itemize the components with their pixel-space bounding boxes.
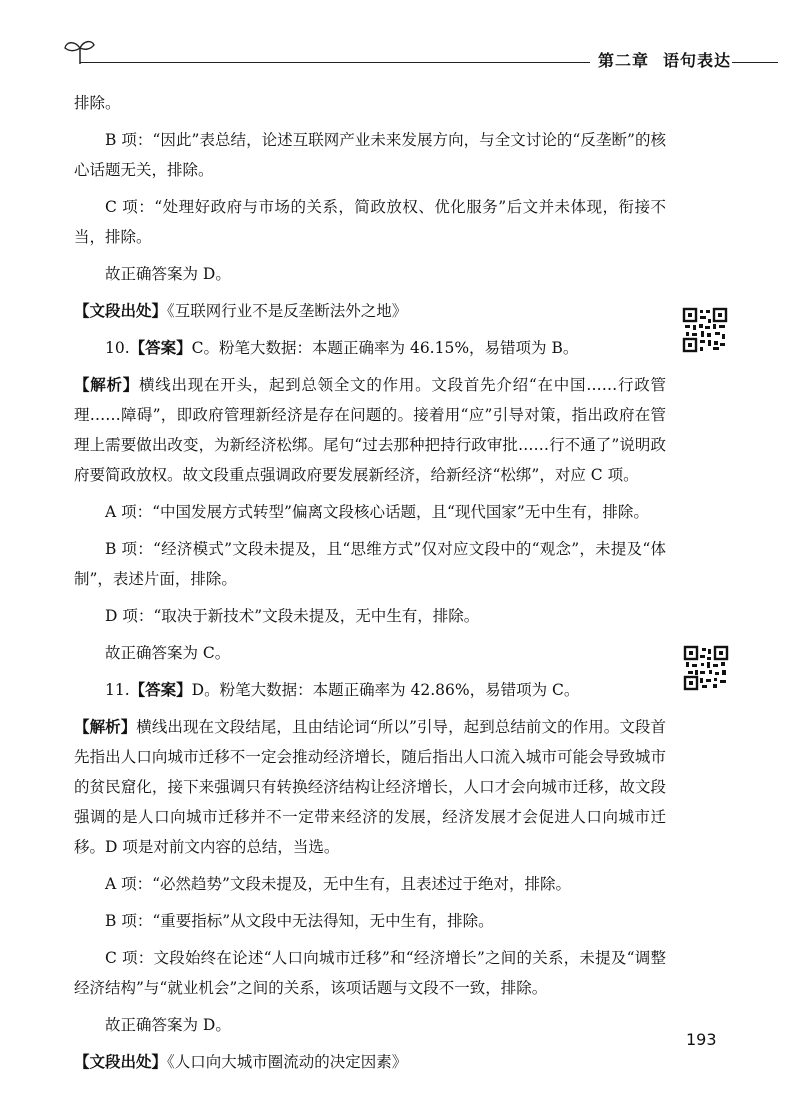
source-label: 【文段出处】	[74, 302, 168, 320]
paragraph: B 项：“经济模式”文段未提及，且“思维方式”仅对应文段中的“观念”，未提及“体制”，表述片面，排除。	[74, 540, 666, 588]
answer-line-10: 10.【答案】C。粉笔大数据：本题正确率为 46.15%，易错项为 B。	[105, 339, 579, 357]
answer-line-11: 11.【答案】D。粉笔大数据：本题正确率为 42.86%，易错项为 C。	[105, 681, 580, 699]
qr-code-icon[interactable]	[682, 307, 728, 353]
header-rule-left	[80, 62, 590, 63]
answer-label: 【答案】	[129, 339, 192, 357]
paragraph: A 项：“中国发展方式转型”偏离文段核心话题，且“现代国家”无中生有，排除。	[105, 503, 649, 521]
analysis-paragraph: 【解析】横线出现在开头，起到总领全文的作用。文段首先介绍“在中国……行政管理……障碍”，即政府管理新经济是存在问题的。接着用“应”引导对策，指出政府在管理上需要做出改变，为新经济松绑。尾句“过去那种把持行政审批……行不通了”说明政府要简政放权。故文段重点强调政府要发展新经济，给新经济“松绑”，对应 C 项。	[74, 376, 666, 484]
paragraph: 故正确答案为 D。	[105, 1016, 231, 1034]
paragraph: D 项：“取决于新技术”文段未提及，无中生有，排除。	[105, 607, 480, 625]
qr-code-icon[interactable]	[683, 645, 729, 691]
paragraph: 故正确答案为 D。	[105, 265, 231, 283]
chapter-heading	[598, 48, 745, 71]
analysis-paragraph: 【解析】横线出现在文段结尾，且由结论词“所以”引导，起到总结前文的作用。文段首先指出人口向城市迁移不一定会推动经济增长，随后指出人口流入城市可能会导致城市的贫民窟化，接下来强调只有转换经济结构让经济增长，人口才会向城市迁移，故文段强调的是人口向城市迁移并不一定带来经济的发展，经济发展才会促进人口向城市迁移。D 项是对前文内容的总结，当选。	[74, 718, 666, 856]
paragraph: A 项：“必然趋势”文段未提及，无中生有，且表述过于绝对，排除。	[105, 875, 571, 893]
paragraph: C 项：文段始终在论述“人口向城市迁移”和“经济增长”之间的关系，未提及“调整经济结构”与“就业机会”之间的关系，该项话题与文段不一致，排除。	[74, 949, 666, 997]
answer-label: 【答案】	[129, 681, 192, 699]
paragraph: 排除。	[74, 94, 121, 112]
source-label: 【文段出处】	[74, 1053, 168, 1071]
header-rule-right	[732, 62, 778, 63]
source-line: 【文段出处】《人口向大城市圈流动的决定因素》	[74, 1053, 408, 1071]
paragraph: B 项：“重要指标”从文段中无法得知，无中生有，排除。	[105, 912, 494, 930]
paragraph: C 项：“处理好政府与市场的关系，简政放权、优化服务”后文并未体现，衔接不当，排除。	[74, 198, 666, 246]
paragraph: 故正确答案为 C。	[105, 644, 231, 662]
paragraph: B 项：“因此”表总结，论述互联网产业未来发展方向，与全文讨论的“反垄断”的核心话题无关，排除。	[74, 131, 666, 179]
source-line: 【文段出处】《互联网行业不是反垄断法外之地》	[74, 302, 408, 320]
analysis-label: 【解析】	[74, 376, 139, 394]
page-number: 193	[686, 1030, 717, 1049]
page-body	[74, 88, 666, 1077]
chapter-number: 第二章	[598, 51, 650, 70]
chapter-title: 语句表达	[663, 51, 732, 70]
analysis-label: 【解析】	[74, 718, 137, 736]
